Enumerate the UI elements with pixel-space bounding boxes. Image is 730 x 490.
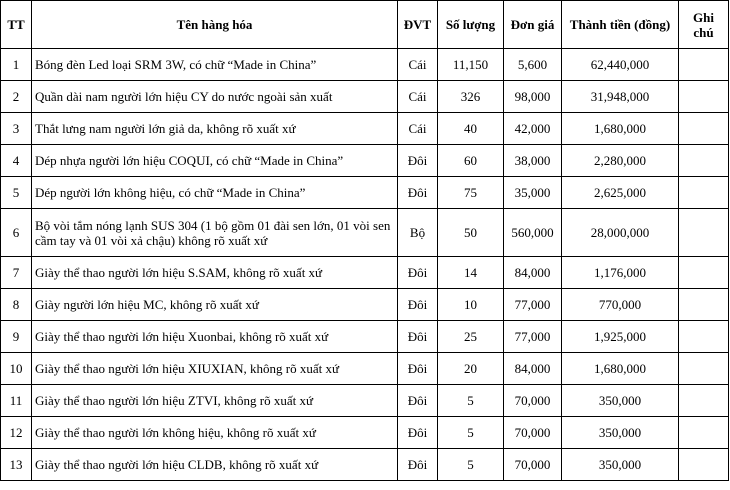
cell-total: 2,625,000 — [562, 177, 679, 209]
cell-unit: Đôi — [398, 449, 438, 481]
table-row — [1, 177, 729, 209]
cell-note — [679, 289, 729, 321]
cell-qty: 11,150 — [438, 49, 504, 81]
cell-unit: Đôi — [398, 353, 438, 385]
cell-note — [679, 81, 729, 113]
cell-price: 5,600 — [504, 49, 562, 81]
cell-price: 98,000 — [504, 81, 562, 113]
cell-note — [679, 145, 729, 177]
cell-tt: 10 — [1, 353, 32, 385]
cell-name: Dép nhựa người lớn hiệu COQUI, có chữ “Made in China” — [32, 145, 398, 177]
cell-note — [679, 353, 729, 385]
cell-qty: 5 — [438, 417, 504, 449]
cell-note — [679, 417, 729, 449]
cell-name: Giày thể thao người lớn hiệu Xuonbai, không rõ xuất xứ — [32, 321, 398, 353]
cell-unit: Đôi — [398, 321, 438, 353]
cell-tt: 4 — [1, 145, 32, 177]
cell-total: 350,000 — [562, 417, 679, 449]
cell-name: Giày thể thao người lớn hiệu S.SAM, không rõ xuất xứ — [32, 257, 398, 289]
cell-unit: Đôi — [398, 289, 438, 321]
cell-price: 70,000 — [504, 417, 562, 449]
cell-qty: 20 — [438, 353, 504, 385]
cell-price: 70,000 — [504, 449, 562, 481]
cell-total: 350,000 — [562, 385, 679, 417]
cell-note — [679, 113, 729, 145]
cell-total: 28,000,000 — [562, 209, 679, 257]
cell-note — [679, 209, 729, 257]
cell-total: 1,680,000 — [562, 353, 679, 385]
table-row — [1, 49, 729, 81]
cell-unit: Đôi — [398, 385, 438, 417]
cell-name: Bộ vòi tắm nóng lạnh SUS 304 (1 bộ gồm 01 đài sen lớn, 01 vòi sen cầm tay và 01 vòi xả chậu) không rõ xuất xứ — [32, 209, 398, 257]
cell-unit: Đôi — [398, 177, 438, 209]
table-row — [1, 209, 729, 257]
cell-total: 1,925,000 — [562, 321, 679, 353]
cell-unit: Đôi — [398, 257, 438, 289]
cell-total: 31,948,000 — [562, 81, 679, 113]
cell-tt: 11 — [1, 385, 32, 417]
cell-name: Giày người lớn hiệu MC, không rõ xuất xứ — [32, 289, 398, 321]
header-row — [1, 1, 729, 49]
cell-price: 35,000 — [504, 177, 562, 209]
header-qty: Số lượng — [438, 1, 504, 49]
header-price: Đơn giá — [504, 1, 562, 49]
cell-name: Quần dài nam người lớn hiệu CY do nước ngoài sản xuất — [32, 81, 398, 113]
cell-price: 84,000 — [504, 353, 562, 385]
cell-unit: Cái — [398, 81, 438, 113]
cell-name: Giày thể thao người lớn không hiệu, không rõ xuất xứ — [32, 417, 398, 449]
header-note: Ghi chú — [679, 1, 729, 49]
header-tt: TT — [1, 1, 32, 49]
table-header — [1, 1, 729, 49]
table-row — [1, 81, 729, 113]
cell-qty: 50 — [438, 209, 504, 257]
cell-name: Giày thể thao người lớn hiệu CLDB, không rõ xuất xứ — [32, 449, 398, 481]
cell-price: 38,000 — [504, 145, 562, 177]
header-unit: ĐVT — [398, 1, 438, 49]
cell-tt: 13 — [1, 449, 32, 481]
cell-tt: 8 — [1, 289, 32, 321]
cell-tt: 2 — [1, 81, 32, 113]
cell-price: 42,000 — [504, 113, 562, 145]
cell-qty: 40 — [438, 113, 504, 145]
cell-name: Giày thể thao người lớn hiệu XIUXIAN, không rõ xuất xứ — [32, 353, 398, 385]
cell-price: 70,000 — [504, 385, 562, 417]
cell-tt: 1 — [1, 49, 32, 81]
table-row — [1, 417, 729, 449]
table-row — [1, 385, 729, 417]
cell-qty: 75 — [438, 177, 504, 209]
cell-total: 770,000 — [562, 289, 679, 321]
table-row — [1, 449, 729, 481]
table-row — [1, 113, 729, 145]
cell-qty: 25 — [438, 321, 504, 353]
cell-note — [679, 257, 729, 289]
cell-tt: 3 — [1, 113, 32, 145]
cell-qty: 5 — [438, 449, 504, 481]
cell-total: 350,000 — [562, 449, 679, 481]
cell-note — [679, 321, 729, 353]
cell-unit: Cái — [398, 113, 438, 145]
cell-total: 2,280,000 — [562, 145, 679, 177]
header-total: Thành tiền (đồng) — [562, 1, 679, 49]
cell-unit: Đôi — [398, 417, 438, 449]
cell-tt: 6 — [1, 209, 32, 257]
cell-price: 560,000 — [504, 209, 562, 257]
table-row — [1, 145, 729, 177]
cell-total: 1,176,000 — [562, 257, 679, 289]
cell-total: 62,440,000 — [562, 49, 679, 81]
cell-price: 77,000 — [504, 321, 562, 353]
cell-name: Giày thể thao người lớn hiệu ZTVI, không rõ xuất xứ — [32, 385, 398, 417]
table-row — [1, 321, 729, 353]
table-body — [1, 49, 729, 481]
cell-tt: 9 — [1, 321, 32, 353]
cell-note — [679, 385, 729, 417]
cell-tt: 5 — [1, 177, 32, 209]
header-name: Tên hàng hóa — [32, 1, 398, 49]
cell-unit: Bộ — [398, 209, 438, 257]
cell-price: 77,000 — [504, 289, 562, 321]
cell-price: 84,000 — [504, 257, 562, 289]
cell-tt: 7 — [1, 257, 32, 289]
cell-qty: 60 — [438, 145, 504, 177]
cell-total: 1,680,000 — [562, 113, 679, 145]
cell-qty: 10 — [438, 289, 504, 321]
cell-qty: 14 — [438, 257, 504, 289]
cell-unit: Đôi — [398, 145, 438, 177]
cell-qty: 5 — [438, 385, 504, 417]
table-row — [1, 257, 729, 289]
cell-note — [679, 177, 729, 209]
cell-name: Bóng đèn Led loại SRM 3W, có chữ “Made in China” — [32, 49, 398, 81]
cell-note — [679, 449, 729, 481]
cell-name: Dép người lớn không hiệu, có chữ “Made in China” — [32, 177, 398, 209]
table-row — [1, 353, 729, 385]
cell-note — [679, 49, 729, 81]
cell-tt: 12 — [1, 417, 32, 449]
table-row — [1, 289, 729, 321]
cell-name: Thắt lưng nam người lớn giả da, không rõ xuất xứ — [32, 113, 398, 145]
cell-unit: Cái — [398, 49, 438, 81]
cell-qty: 326 — [438, 81, 504, 113]
